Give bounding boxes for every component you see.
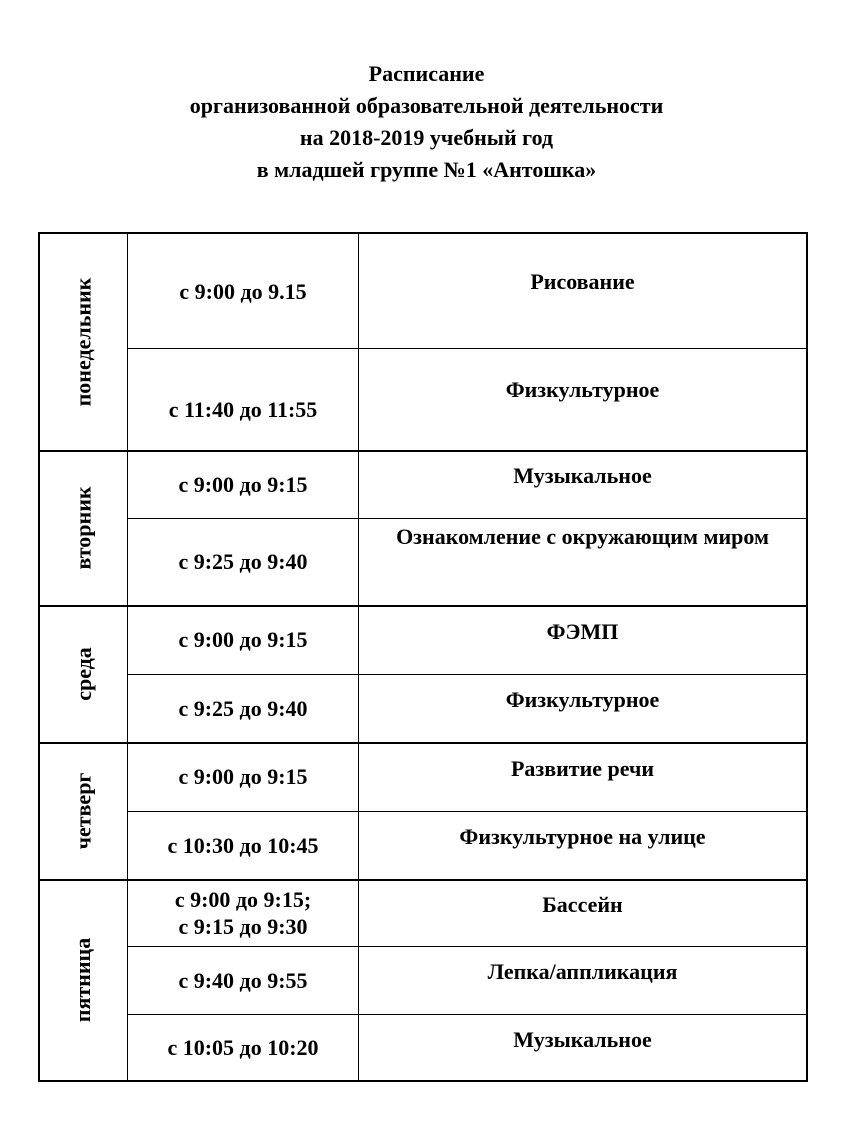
- day-label: четверг: [70, 772, 96, 849]
- schedule-table: [38, 232, 808, 1082]
- schedule-row: [128, 234, 806, 348]
- schedule-row: [128, 605, 806, 674]
- title-line-4: в младшей группе №1 «Антошка»: [256, 157, 597, 182]
- activity-cell: Музыкальное: [513, 1027, 652, 1052]
- activity-cell: ФЭМП: [546, 619, 619, 644]
- time-cell: [128, 879, 359, 946]
- document-title: [0, 58, 853, 186]
- day-cell: [40, 742, 128, 879]
- day-block-friday: [40, 879, 806, 1080]
- time-cell: с 9:00 до 9:15: [128, 450, 359, 518]
- time-line-2: с 9:15 до 9:30: [178, 913, 308, 939]
- activity-cell: Ознакомление с окружающим миром: [396, 524, 769, 549]
- day-cell: [40, 450, 128, 605]
- time-cell: с 9:25 до 9:40: [128, 518, 359, 605]
- activity-cell: Рисование: [530, 269, 635, 294]
- day-cell: [40, 879, 128, 1080]
- time-cell: с 9:25 до 9:40: [128, 674, 359, 742]
- row-divider: [128, 674, 806, 675]
- title-line-1: Расписание: [368, 61, 485, 86]
- day-cell: [40, 605, 128, 742]
- activity-cell: Музыкальное: [513, 463, 652, 488]
- time-cell: с 10:30 до 10:45: [128, 811, 359, 879]
- day-block-wednesday: [40, 605, 806, 742]
- activity-cell: Лепка/аппликация: [487, 959, 678, 984]
- activity-cell: Бассейн: [542, 892, 623, 917]
- day-block-thursday: [40, 742, 806, 879]
- row-divider: [128, 946, 806, 947]
- schedule-row: [128, 879, 806, 946]
- row-divider: [128, 811, 806, 812]
- activity-cell: Физкультурное: [505, 377, 660, 402]
- activity-cell: Развитие речи: [510, 756, 655, 781]
- schedule-row: [128, 811, 806, 879]
- activity-cell: Физкультурное на улице: [459, 824, 706, 849]
- day-label: пятница: [70, 937, 96, 1022]
- time-cell: с 9:00 до 9.15: [128, 234, 359, 348]
- day-block-monday: [40, 234, 806, 450]
- schedule-row: [128, 450, 806, 518]
- schedule-row: [128, 1014, 806, 1080]
- schedule-row: [128, 348, 806, 450]
- schedule-row: [128, 742, 806, 811]
- day-block-tuesday: [40, 450, 806, 605]
- row-divider: [128, 518, 806, 519]
- day-label: вторник: [70, 485, 96, 570]
- schedule-row: [128, 518, 806, 605]
- schedule-row: [128, 674, 806, 742]
- time-cell: с 11:40 до 11:55: [128, 348, 359, 450]
- time-cell: с 9:00 до 9:15: [128, 605, 359, 674]
- day-cell: [40, 234, 128, 450]
- title-line-3: на 2018-2019 учебный год: [299, 125, 554, 150]
- schedule-row: [128, 946, 806, 1014]
- time-cell: с 9:40 до 9:55: [128, 946, 359, 1014]
- time-cell: с 10:05 до 10:20: [128, 1014, 359, 1080]
- title-line-2: организованной образовательной деятельности: [189, 93, 664, 118]
- day-label: среда: [70, 646, 96, 701]
- day-label: понедельник: [70, 277, 96, 407]
- row-divider: [128, 1014, 806, 1015]
- time-cell: с 9:00 до 9:15: [128, 742, 359, 811]
- activity-cell: Физкультурное: [505, 687, 660, 712]
- row-divider: [128, 348, 806, 349]
- time-line-1: с 9:00 до 9:15;: [174, 886, 312, 912]
